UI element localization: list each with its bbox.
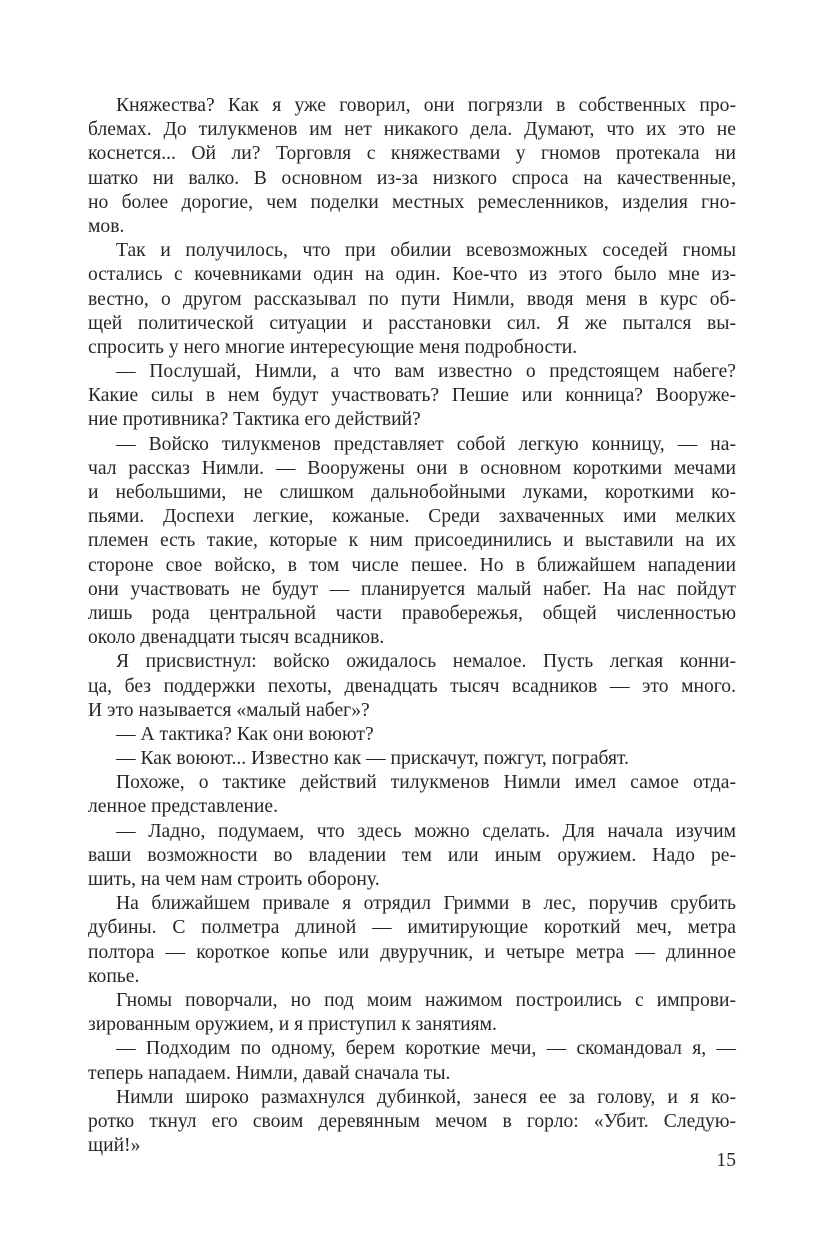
text-line: пьями. Доспехи легкие, кожаные. Среди захваченных ими мелких	[88, 506, 736, 528]
text-line: Я присвистнул: войско ожидалось немалое. Пусть легкая конни-	[116, 651, 736, 673]
text-line: вестно, о другом рассказывал по пути Нимли, вводя меня в курс об-	[88, 288, 736, 310]
text-line: племен есть такие, которые к ним присоединились и выставили на их	[88, 530, 736, 552]
text-line: ние противника? Тактика его действий?	[88, 409, 421, 431]
text-line: щий!»	[88, 1135, 141, 1157]
text-line: — Подходим по одному, берем короткие мечи, — скомандовал я, —	[116, 1038, 736, 1060]
text-line: и небольшими, не слишком дальнобойными луками, короткими ко-	[88, 482, 736, 503]
text-line: ленное представление.	[88, 796, 278, 818]
text-line: спросить у него многие интересующие меня подробности.	[88, 336, 578, 358]
text-line: дубины. С полметра длиной — имитирующие короткий меч, метра	[88, 917, 736, 939]
text-line: шатко ни валко. В основном из-за низкого спроса на качественные,	[88, 167, 736, 189]
text-line: Какие силы в нем будут участвовать? Пешие или конница? Вооруже-	[88, 385, 736, 407]
text-line: Княжества? Как я уже говорил, они погрязли в собственных про-	[116, 95, 736, 116]
text-line: остались с кочевниками один на один. Кое-что из этого было мне из-	[88, 264, 736, 286]
text-line: — А тактика? Как они воюют?	[116, 723, 374, 745]
text-line: щей политической ситуации и расстановки сил. Я же пытался вы-	[88, 312, 736, 334]
text-line: ротко ткнул его своим деревянным мечом в горло: «Убит. Следую-	[88, 1110, 736, 1132]
text-line: Так и получилось, что при обилии всевозможных соседей гномы	[116, 240, 736, 262]
text-line: На ближайшем привале я отрядил Гримми в лес, поручив срубить	[116, 893, 736, 915]
text-line: около двенадцати тысяч всадников.	[88, 627, 385, 649]
text-line: — Ладно, подумаем, что здесь можно сделать. Для начала изучим	[116, 820, 736, 842]
text-line: они участвовать не будут — планируется малый набег. На нас пойдут	[88, 578, 736, 600]
text-line: шить, на чем нам строить оборону.	[88, 869, 380, 890]
text-line: чал рассказ Нимли. — Вооружены они в основном короткими мечами	[88, 457, 736, 479]
text-line: ваши возможности во владении тем или иным оружием. Надо ре-	[88, 844, 736, 866]
text-line: — Войско тилукменов представляет собой легкую конницу, — на-	[116, 433, 736, 455]
text-line: но более дорогие, чем поделки местных ремесленников, изделия гно-	[88, 191, 736, 213]
text-line: И это называется «малый набег»?	[88, 699, 370, 721]
text-line: теперь нападаем. Нимли, давай сначала ты.	[88, 1062, 451, 1084]
text-line: Нимли широко размахнулся дубинкой, занеся ее за голову, и я ко-	[116, 1086, 736, 1108]
body-text	[88, 94, 736, 1158]
text-line: коснется... Ой ли? Торговля с княжествами у гномов протекала ни	[88, 143, 736, 165]
text-line: полтора — короткое копье или двуручник, и четыре метра — длинное	[88, 941, 736, 963]
text-line: копье.	[88, 965, 140, 987]
text-line: Похоже, о тактике действий тилукменов Нимли имел самое отда-	[116, 772, 736, 794]
text-line: — Как воюют... Известно как — прискачут, пожгут, пограбят.	[116, 748, 629, 770]
text-line: Гномы поворчали, но под моим нажимом построились с импрови-	[116, 989, 736, 1011]
text-line: лишь рода центральной части правобережья, общей численностью	[88, 602, 736, 624]
text-line: — Послушай, Нимли, а что вам известно о предстоящем набеге?	[116, 361, 736, 383]
page-number: 15	[716, 1150, 736, 1171]
text-line: мов.	[88, 215, 125, 237]
text-line: блемах. До тилукменов им нет никакого дела. Думают, что их это не	[88, 119, 736, 141]
text-line: ца, без поддержки пехоты, двенадцать тысяч всадников — это много.	[88, 675, 736, 697]
text-line: зированным оружием, и я приступил к занятиям.	[88, 1014, 497, 1036]
text-line: стороне свое войско, в том числе пешее. Но в ближайшем нападении	[88, 554, 736, 576]
